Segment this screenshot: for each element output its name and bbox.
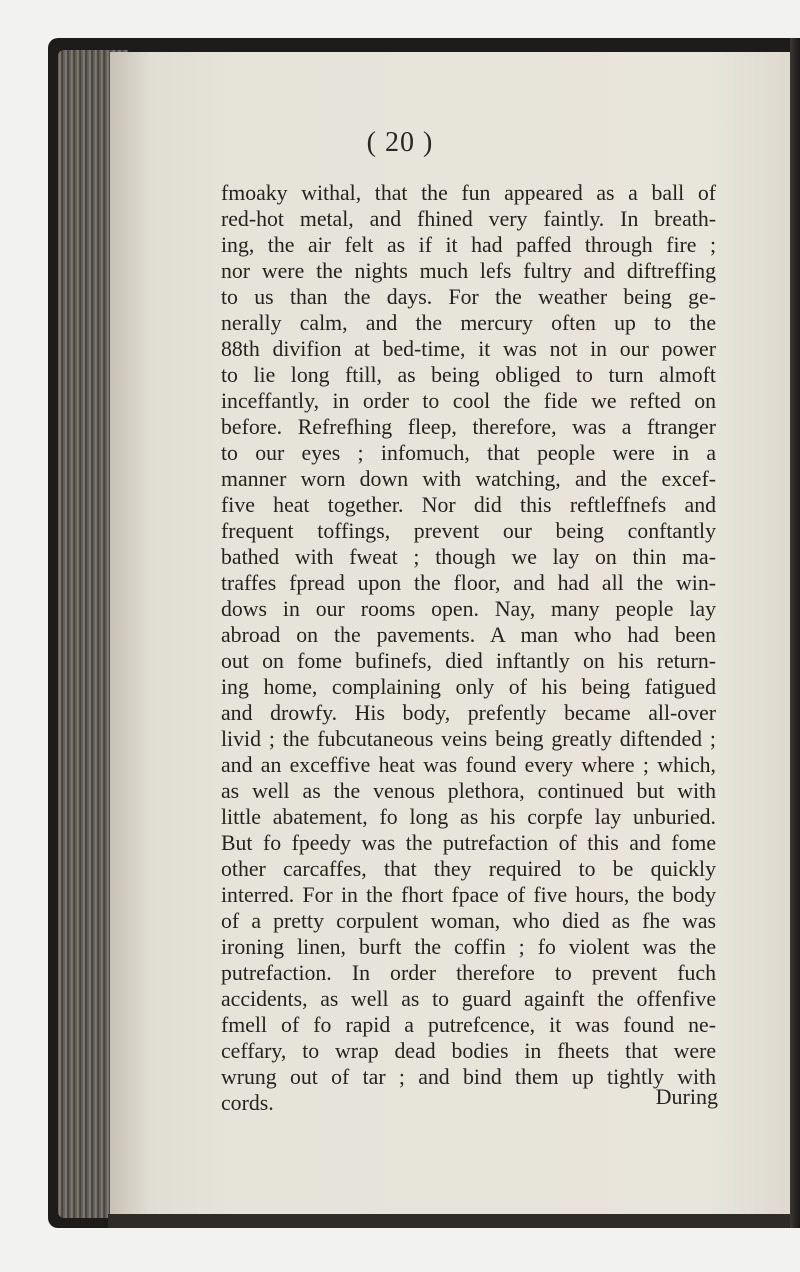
text-line: ing home, complaining only of his being fatigued [221, 675, 716, 699]
text-line: red-hot metal, and fhined very faintly. In breath- [221, 207, 716, 231]
bottom-edge [108, 1214, 800, 1228]
text-line: livid ; the fubcutaneous veins being greatly diftended ; [221, 727, 716, 751]
body-text [221, 180, 716, 1116]
text-line: five heat together. Nor did this reftleffnefs and [221, 493, 716, 517]
text-line: to our eyes ; infomuch, that people were in a [221, 441, 716, 465]
text-line: of a pretty corpulent woman, who died as fhe was [221, 909, 716, 933]
text-line: and an exceffive heat was found every where ; which, [221, 753, 716, 777]
page-number-header: ( 20 ) [366, 127, 434, 158]
text-line: before. Refrefhing fleep, therefore, was a ftranger [221, 415, 716, 439]
text-line: abroad on the pavements. A man who had been [221, 623, 716, 647]
text-line: to us than the days. For the weather being ge- [221, 285, 716, 309]
text-line: bathed with fweat ; though we lay on thin ma- [221, 545, 716, 569]
text-line: frequent toffings, prevent our being conftantly [221, 519, 716, 543]
text-line: traffes fpread upon the floor, and had all the win- [221, 571, 716, 595]
text-line: other carcaffes, that they required to be quickly [221, 857, 716, 881]
text-line: accidents, as well as to guard againft the offenfive [221, 987, 716, 1011]
text-line: wrung out of tar ; and bind them up tightly with [221, 1065, 716, 1089]
text-line: little abatement, fo long as his corpfe lay unburied. [221, 805, 716, 829]
text-line: 88th divifion at bed-time, it was not in our power [221, 337, 716, 361]
text-line: ironing linen, burft the coffin ; fo violent was the [221, 935, 716, 959]
text-line: to lie long ftill, as being obliged to turn almoft [221, 363, 716, 387]
text-line: manner worn down with watching, and the excef- [221, 467, 716, 491]
text-line: nerally calm, and the mercury often up to the [221, 311, 716, 335]
text-line: interred. For in the fhort fpace of five hours, the body [221, 883, 716, 907]
text-line: nor were the nights much lefs fultry and diftreffing [221, 259, 716, 283]
right-edge [790, 38, 800, 1228]
text-line: ing, the air felt as if it had paffed through fire ; [221, 233, 716, 257]
text-line: as well as the venous plethora, continued but with [221, 779, 716, 803]
text-line: inceffantly, in order to cool the fide we refted on [221, 389, 716, 413]
text-line: fmell of fo rapid a putrefcence, it was found ne- [221, 1013, 716, 1037]
text-line: and drowfy. His body, prefently became all-over [221, 701, 716, 725]
text-line: dows in our rooms open. Nay, many people lay [221, 597, 716, 621]
text-line: cords. [221, 1091, 274, 1115]
catchword: During [655, 1084, 718, 1109]
text-line: But fo fpeedy was the putrefaction of this and fome [221, 831, 716, 855]
text-line: out on fome bufinefs, died inftantly on his return- [221, 649, 716, 673]
text-line: fmoaky withal, that the fun appeared as a ball of [221, 181, 716, 205]
text-line: ceffary, to wrap dead bodies in fheets that were [221, 1039, 716, 1063]
text-line: putrefaction. In order therefore to prevent fuch [221, 961, 716, 985]
